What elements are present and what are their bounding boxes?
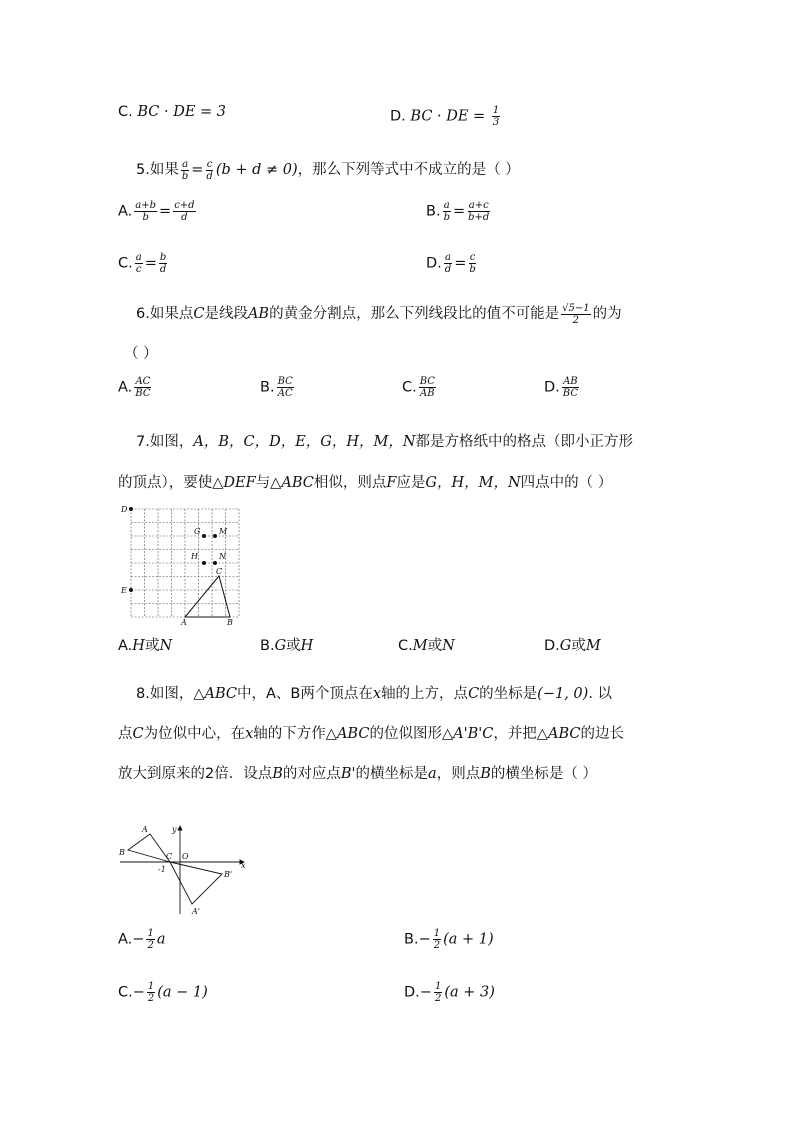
label-g: G — [194, 527, 201, 536]
label-b: B — [227, 618, 233, 626]
option-d-prev: D. BC · DE = $\frac{1}{3}$ — [390, 105, 500, 128]
question-8-line2: 点C为位似中心，在x轴的下方作△ABC的位似图形△A'B'C，并把△ABC的边长 — [118, 726, 624, 742]
q5-option-d: D. $\frac{a}{d}$ = $\frac{c}{b}$ — [426, 252, 476, 275]
label-c: C — [216, 567, 223, 576]
label-y: y — [172, 825, 177, 834]
point-d — [129, 507, 133, 511]
q7-option-d: D.G或M — [544, 638, 601, 654]
point-h — [202, 561, 206, 565]
q8-option-b: B.− $\frac{1}{2}$ (a + 1) — [404, 928, 494, 951]
triangle-abc — [128, 834, 173, 862]
q6-option-c: C. $\frac{BC}{AB}$ — [402, 376, 435, 399]
point-m — [213, 534, 217, 538]
triangle-abc — [185, 576, 230, 617]
label-m: M — [219, 527, 228, 536]
label-a: A — [142, 825, 148, 834]
label-o: O — [182, 852, 189, 861]
grid-lines — [131, 509, 239, 617]
q6-paren: （ ） — [124, 346, 158, 362]
question-8-line3: 放大到原来的2倍．设点B的对应点B'的横坐标是a，则点B的横坐标是（ ） — [118, 766, 597, 782]
q7-option-a: A.H或N — [118, 638, 173, 654]
q5-option-a: A. $\frac{a+b}{b}$ = $\frac{c+d}{d}$ — [118, 200, 195, 223]
label-h: H — [191, 552, 198, 561]
label-b-prime: B' — [224, 870, 233, 879]
label-a: A — [181, 618, 187, 626]
q7-option-b: B.G或H — [260, 638, 314, 654]
label-a-prime: A' — [192, 907, 200, 916]
question-7-line2: 的顶点），要使△DEF与△ABC相似，则点F应是G，H，M，N四点中的（ ） — [118, 475, 613, 491]
label-n: N — [219, 552, 226, 561]
q5-option-b: B. $\frac{a}{b}$ = $\frac{a+c}{b+d}$ — [426, 200, 490, 223]
label-e: E — [121, 586, 127, 595]
triangle-apbpc — [170, 862, 222, 904]
q7-grid-figure — [118, 500, 248, 626]
question-6: 6.如果点C是线段AB的黄金分割点，那么下列线段比的值不可能是 $\frac{√5-1}{2}$ 的为 — [136, 302, 622, 326]
q5-option-c: C. $\frac{a}{c}$ = $\frac{b}{d}$ — [118, 252, 167, 275]
label-c: C — [166, 852, 173, 861]
q6-option-a: A. $\frac{AC}{BC}$ — [118, 376, 151, 399]
label-d: D — [121, 505, 128, 514]
point-e — [129, 588, 133, 592]
q8-coordinate-figure — [114, 822, 254, 918]
label-b: B — [119, 848, 125, 857]
label-minus-one: -1 — [158, 865, 166, 874]
point-g — [202, 534, 206, 538]
label-x: x — [241, 861, 246, 870]
option-c-prev: C. BC · DE = 3 — [118, 104, 226, 120]
q7-option-c: C.M或N — [398, 638, 455, 654]
q8-option-a: A.− $\frac{1}{2}$ a — [118, 928, 166, 951]
q8-option-d: D.− $\frac{1}{2}$ (a + 3) — [404, 981, 495, 1004]
q8-option-c: C.− $\frac{1}{2}$ (a − 1) — [118, 981, 208, 1004]
question-8-line1: 8.如图，△ABC中，A、B两个顶点在x轴的上方，点C的坐标是(−1, 0). 以 — [136, 686, 613, 702]
point-n — [213, 561, 217, 565]
question-7-line1: 7.如图，A，B，C，D，E，G，H，M，N都是方格纸中的格点（即小正方形 — [136, 434, 634, 450]
question-5: 5.如果 $\frac{a}{b}$ = $\frac{c}{d}$ (b + d ≠ 0)，那么下列等式中不成立的是（ ） — [136, 158, 520, 182]
q6-option-b: B. $\frac{BC}{AC}$ — [260, 376, 293, 399]
q6-option-d: D. $\frac{AB}{BC}$ — [544, 376, 578, 399]
